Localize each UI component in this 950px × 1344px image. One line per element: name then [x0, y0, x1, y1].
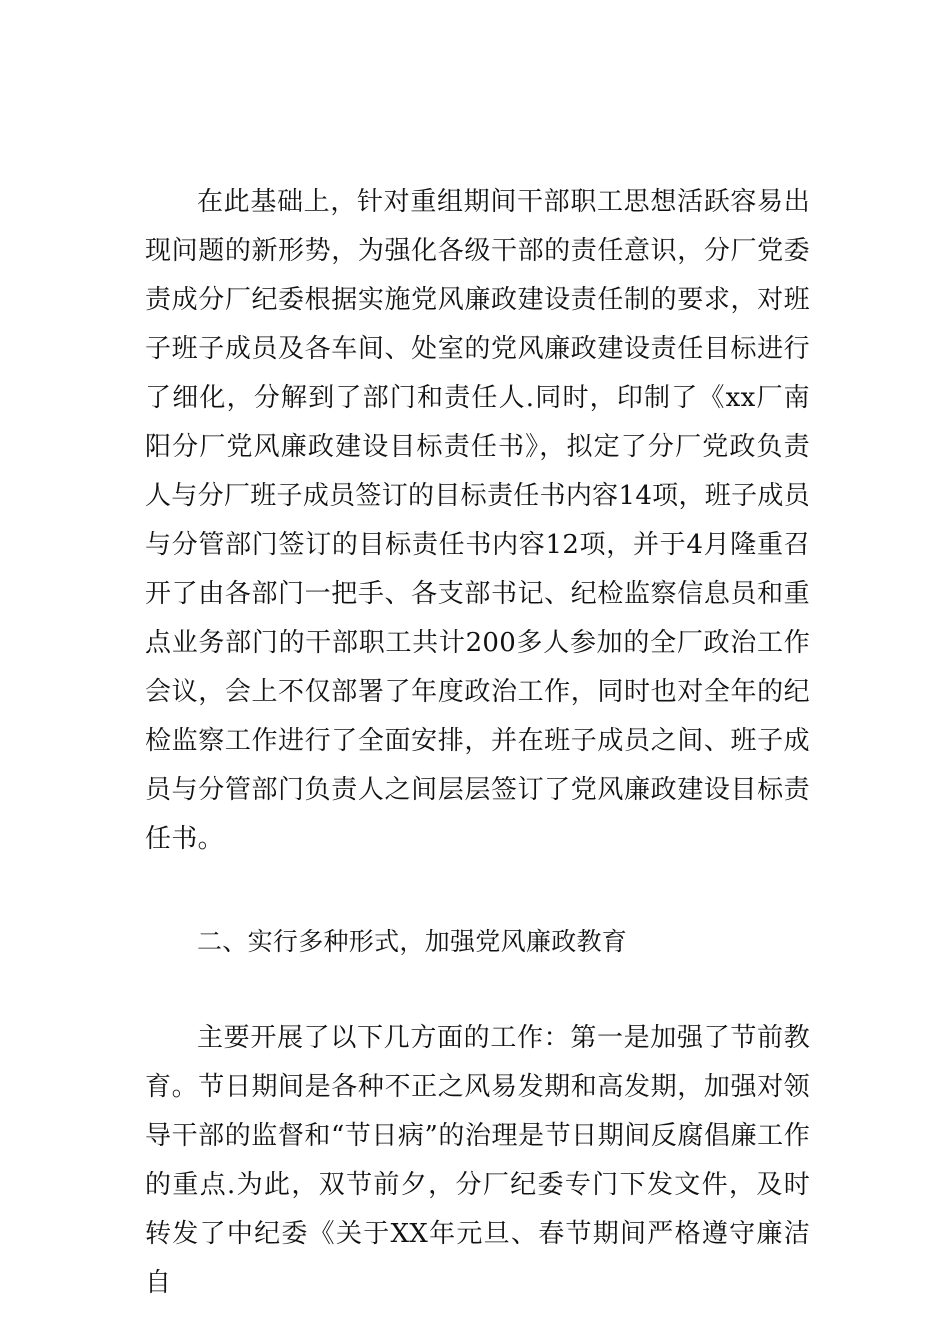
paragraph-education: 主要开展了以下几方面的工作：第一是加强了节前教育。节日期间是各种不正之风易发期和高发期，加强对领导干部的监督和“节日病”的治理是节日期间反腐倡廉工作的重点.为此，双节前夕，分厂纪委专门下发文件，及时转发了中纪委《关于XX年元旦、春节期间严格遵守廉洁自 — [145, 1023, 810, 1298]
paragraph-responsibility: 在此基础上，针对重组期间干部职工思想活跃容易出现问题的新形势，为强化各级干部的责任意识，分厂党委责成分厂纪委根据实施党风廉政建设责任制的要求，对班子班子成员及各车间、处室的党风廉政建设责任目标进行了细化，分解到了部门和责任人.同时，印制了《xx厂南阳分厂党风廉政建设目标责任书》，拟定了分厂党政负责人与分厂班子成员签订的目标责任书内容14项，班子成员与分管部门签订的目标责任书内容12项，并于4月隆重召开了由各部门一把手、各支部书记、纪检监察信息员和重点业务部门的干部职工共计200多人参加的全厂政治工作会议，会上不仅部署了年度政治工作，同时也对全年的纪检监察工作进行了全面安排，并在班子成员之间、班子成员与分管部门负责人之间层层签订了党风廉政建设目标责任书。 — [145, 187, 810, 854]
document-body — [145, 178, 810, 1308]
section-heading: 二、实行多种形式，加强党风廉政教育 — [197, 927, 628, 956]
